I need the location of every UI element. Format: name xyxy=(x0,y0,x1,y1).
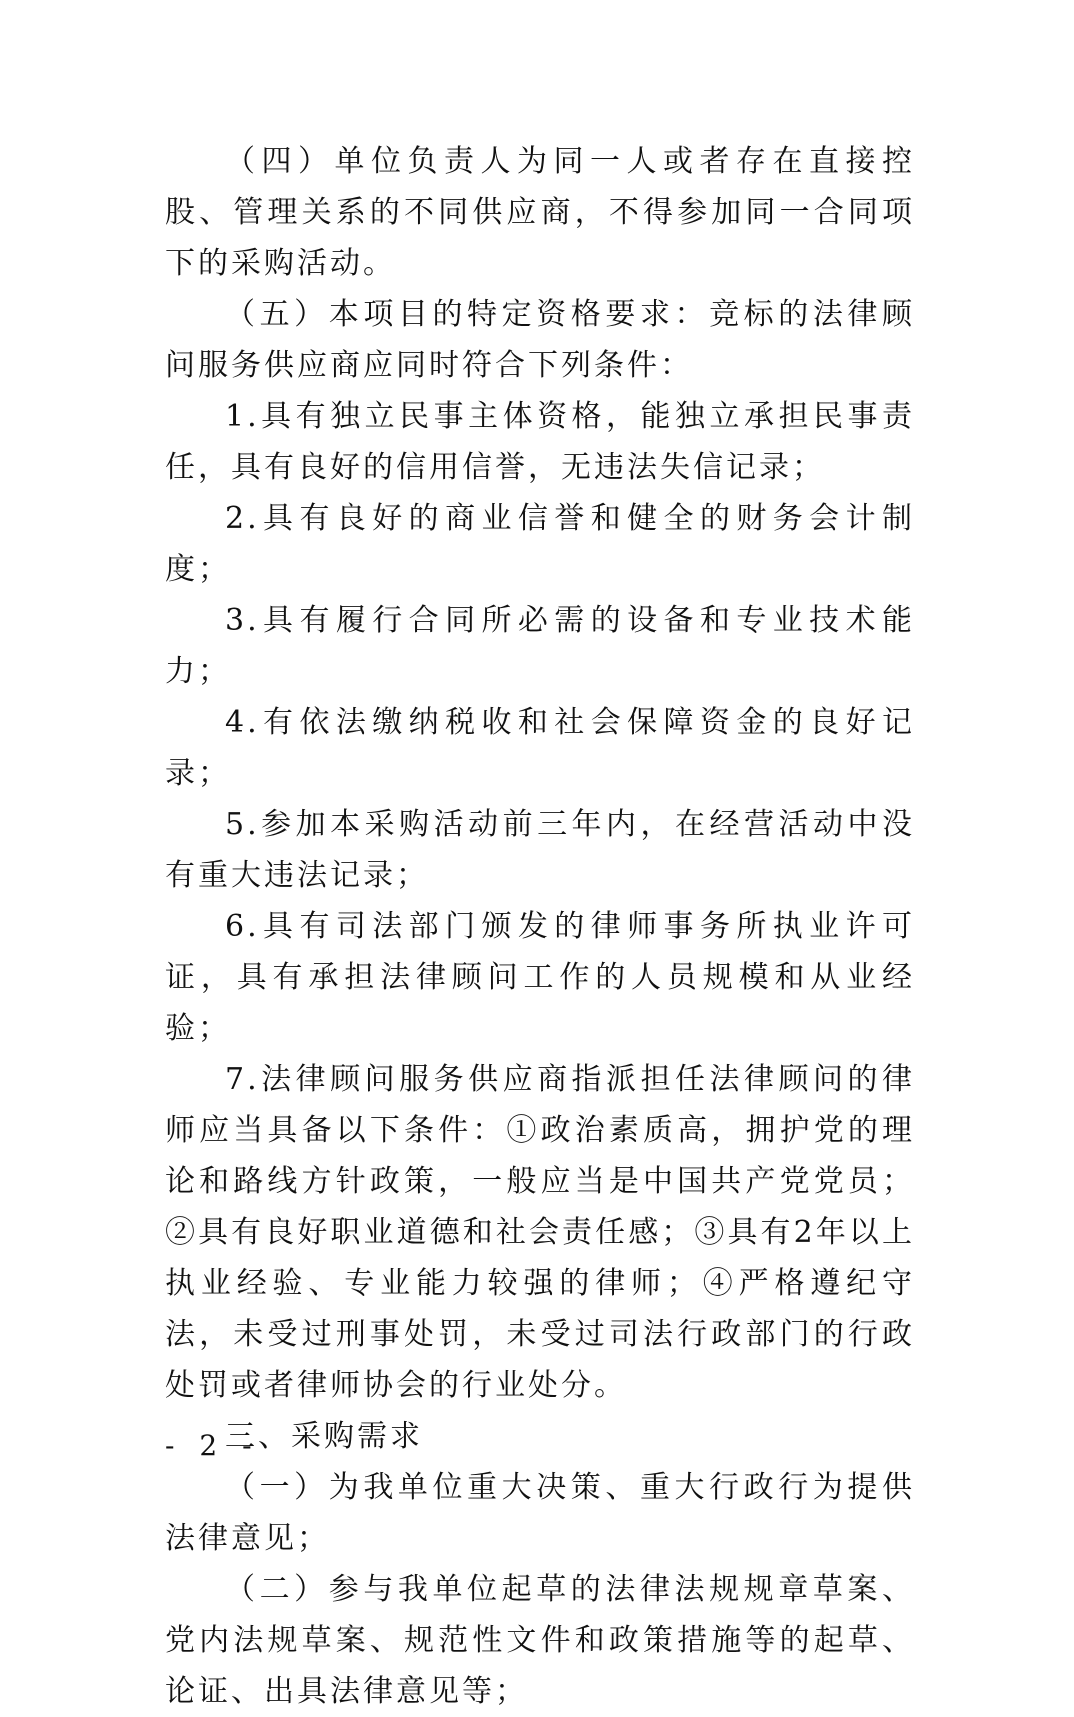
requirement-6: 6.具有司法部门颁发的律师事务所执业许可证，具有承担法律顾问工作的人员规模和从业经验； xyxy=(165,909,915,1046)
requirement-1: 1.具有独立民事主体资格，能独立承担民事责任，具有良好的信用信誉，无违法失信记录； xyxy=(165,399,915,485)
page-number: - 2 - xyxy=(165,1429,260,1462)
section-heading-procurement-requirements: 三、采购需求 xyxy=(225,1419,423,1454)
requirement-7: 7.法律顾问服务供应商指派担任法律顾问的律师应当具备以下条件：①政治素质高，拥护党的理论和路线方针政策，一般应当是中国共产党党员；②具有良好职业道德和社会责任感；③具有2年以上执业经验、专业能力较强的律师；④严格遵纪守法，未受过刑事处罚，未受过司法行政部门的行政处罚或者律师协会的行业处分。 xyxy=(165,1062,915,1403)
requirement-4: 4.有依法缴纳税收和社会保障资金的良好记录； xyxy=(165,705,915,791)
paragraph-item-5: （五）本项目的特定资格要求：竞标的法律顾问服务供应商应同时符合下列条件： xyxy=(165,297,915,383)
procurement-item-2: （二）参与我单位起草的法律法规规章草案、党内法规草案、规范性文件和政策措施等的起草、论证、出具法律意见等； xyxy=(165,1572,915,1709)
requirement-2: 2.具有良好的商业信誉和健全的财务会计制度； xyxy=(165,501,915,587)
requirement-3: 3.具有履行合同所必需的设备和专业技术能力； xyxy=(165,603,915,689)
document-body xyxy=(165,136,915,1717)
procurement-item-1: （一）为我单位重大决策、重大行政行为提供法律意见； xyxy=(165,1470,915,1556)
requirement-5: 5.参加本采购活动前三年内，在经营活动中没有重大违法记录； xyxy=(165,807,915,893)
paragraph-item-4: （四）单位负责人为同一人或者存在直接控股、管理关系的不同供应商，不得参加同一合同项下的采购活动。 xyxy=(165,144,915,281)
